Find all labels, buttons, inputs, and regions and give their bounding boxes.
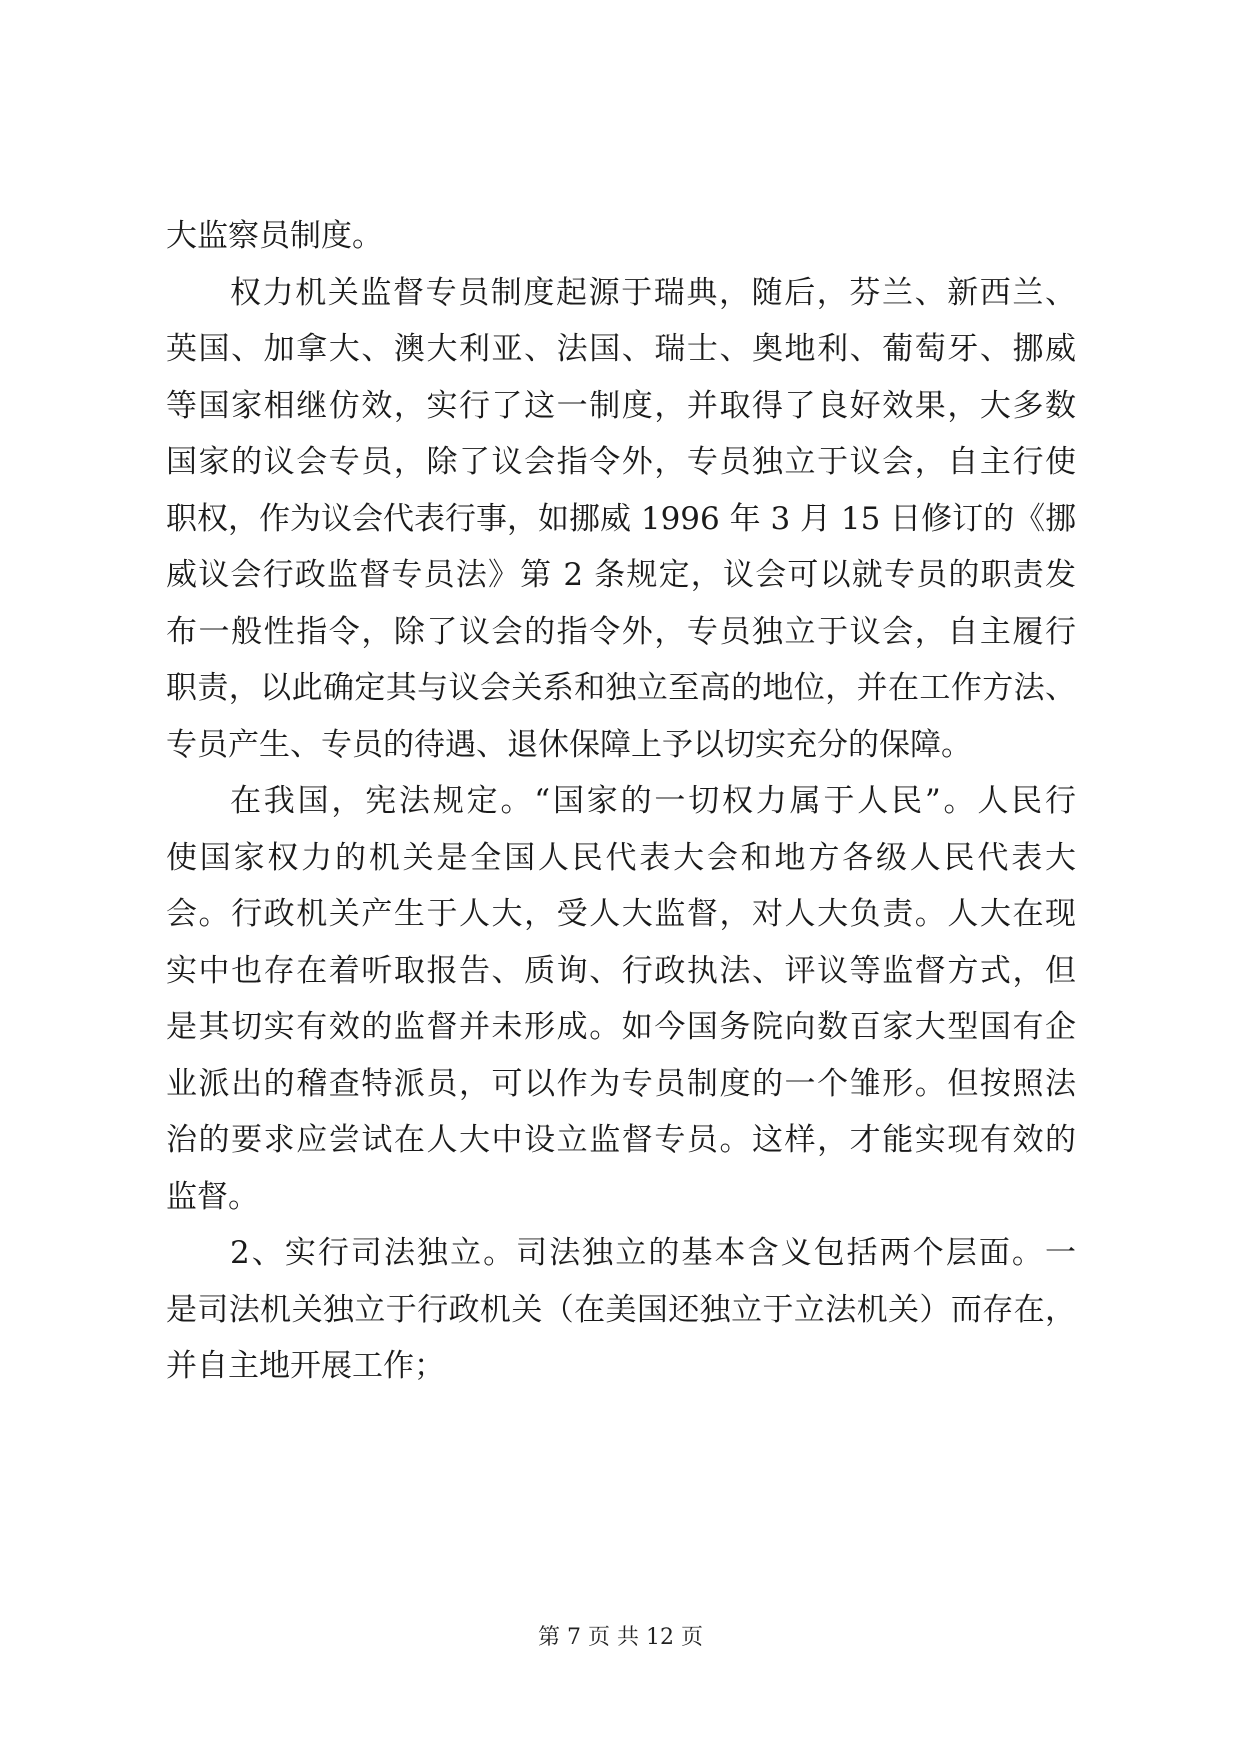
text-line: 专员产生、专员的待遇、退休保障上予以切实充分的保障。	[166, 726, 972, 763]
document-body	[166, 208, 1076, 1395]
text-line: 威议会行政监督专员法》第 2 条规定，议会可以就专员的职责发	[166, 557, 1076, 593]
text-line: 并自主地开展工作；	[166, 1348, 445, 1384]
text-line: 治的要求应尝试在人大中设立监督专员。这样，才能实现有效的	[166, 1122, 1076, 1158]
text-line: 使国家权力的机关是全国人民代表大会和地方各级人民代表大	[166, 839, 1076, 876]
text-line: 权力机关监督专员制度起源于瑞典，随后，芬兰、新西兰、	[230, 274, 1076, 311]
text-line: 英国、加拿大、澳大利亚、法国、瑞士、奥地利、葡萄牙、挪威	[166, 331, 1076, 367]
text-line: 是其切实有效的监督并未形成。如今国务院向数百家大型国有企	[166, 1009, 1076, 1045]
text-line: 大监察员制度。	[166, 218, 383, 254]
text-line: 在我国，宪法规定。“国家的一切权力属于人民”。人民行	[230, 783, 1076, 819]
text-line: 监督。	[166, 1178, 259, 1215]
text-line: 会。行政机关产生于人大，受人大监督，对人大负责。人大在现	[166, 896, 1076, 932]
text-line: 业派出的稽查特派员，可以作为专员制度的一个雏形。但按照法	[166, 1065, 1076, 1102]
text-line: 是司法机关独立于行政机关（在美国还独立于立法机关）而存在，	[166, 1291, 1076, 1328]
page-number-footer: 第 7 页 共 12 页	[538, 1625, 703, 1650]
text-line: 职责，以此确定其与议会关系和独立至高的地位，并在工作方法、	[166, 670, 1076, 706]
text-line: 职权，作为议会代表行事，如挪威 1996 年 3 月 15 日修订的《挪	[166, 500, 1076, 537]
text-line: 2、实行司法独立。司法独立的基本含义包括两个层面。一	[230, 1235, 1076, 1271]
text-line: 国家的议会专员，除了议会指令外，专员独立于议会，自主行使	[166, 444, 1076, 480]
text-line: 布一般性指令，除了议会的指令外，专员独立于议会，自主履行	[166, 613, 1076, 650]
text-line: 等国家相继仿效，实行了这一制度，并取得了良好效果，大多数	[166, 387, 1076, 424]
text-line: 实中也存在着听取报告、质询、行政执法、评议等监督方式，但	[166, 952, 1076, 989]
